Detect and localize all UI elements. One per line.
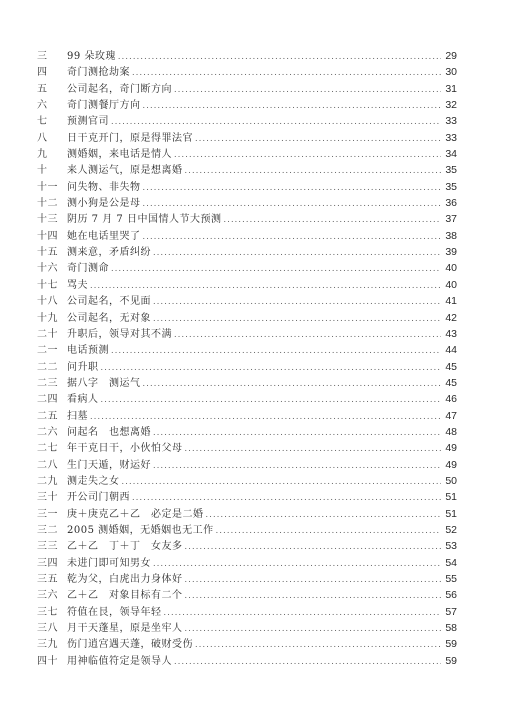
toc-entry-number: 十七 (37, 279, 58, 291)
toc-entry-title: 公司起名，不见面 (67, 296, 151, 308)
toc-entry (37, 277, 457, 293)
toc-entry (37, 293, 457, 309)
toc-entry-page-number: 35 (445, 180, 457, 193)
toc-entry-title: 99 朵玫瑰 (67, 51, 116, 62)
toc-entry-number: 三八 (37, 623, 58, 635)
toc-entry-page-number: 52 (445, 523, 457, 536)
toc-entry-page-number: 30 (445, 66, 457, 79)
toc-entry-number: 三三 (37, 541, 58, 553)
toc-entry-page-number: 56 (445, 589, 457, 602)
toc-entry-title: 据八字 测运气 (67, 377, 141, 389)
dot-leader (195, 131, 441, 147)
toc-entry (37, 538, 457, 554)
dot-leader (153, 556, 441, 572)
dot-leader (111, 261, 441, 277)
dot-leader (153, 425, 441, 441)
toc-entry-number: 二二 (37, 361, 58, 373)
toc-entry-title: 测走失之女 (67, 475, 120, 487)
toc-entry-number: 十 (37, 165, 48, 177)
toc-entry (37, 440, 457, 456)
toc-entry (37, 326, 457, 342)
toc-entry-page-number: 29 (445, 50, 457, 62)
toc-entry-number: 三一 (37, 508, 58, 520)
toc-entry-number: 五 (37, 83, 48, 95)
toc-entry-number: 三二 (37, 524, 58, 536)
toc-entry-page-number: 39 (445, 246, 457, 259)
toc-entry (37, 97, 457, 113)
toc-entry-title: 升职后，领导对其不满 (67, 328, 172, 340)
dot-leader (195, 637, 441, 653)
toc-entry-title: 未进门即可知男女 (67, 557, 151, 569)
toc-entry-number: 二九 (37, 475, 58, 487)
toc-entry-page-number: 51 (445, 507, 457, 520)
toc-entry-number: 十一 (37, 181, 58, 193)
toc-entry (37, 391, 457, 407)
dot-leader (132, 65, 441, 81)
dot-leader (223, 212, 441, 228)
dot-leader (143, 98, 442, 114)
toc-entry-title: 测婚姻，来电话是情人 (67, 149, 172, 161)
toc-entry-page-number: 45 (445, 360, 457, 373)
dot-leader (111, 114, 441, 130)
toc-entry (37, 260, 457, 276)
dot-leader (174, 82, 441, 98)
toc-entry (37, 342, 457, 358)
toc-entry-page-number: 31 (445, 82, 457, 95)
dot-leader (185, 163, 442, 179)
dot-leader (153, 294, 441, 310)
toc-entry-number: 九 (37, 149, 48, 161)
toc-entry-page-number: 35 (445, 164, 457, 177)
toc-entry-title: 测小狗是公是母 (67, 198, 141, 210)
toc-entry-number: 三七 (37, 606, 58, 618)
toc-entry (37, 228, 457, 244)
toc-entry (37, 571, 457, 587)
toc-entry (37, 473, 457, 489)
toc-entry-page-number: 42 (445, 311, 457, 324)
toc-entry-number: 二三 (37, 377, 58, 389)
toc-entry-title: 扫墓 (67, 410, 88, 422)
toc-entry-number: 三九 (37, 639, 58, 651)
toc-entry-page-number: 50 (445, 474, 457, 487)
dot-leader (143, 376, 442, 392)
toc-entry-number: 二八 (37, 459, 58, 471)
toc-entry-page-number: 51 (445, 491, 457, 504)
toc-entry (37, 81, 457, 97)
toc-entry-title: 2005 测婚姻，无婚姻也无工作 (67, 524, 214, 536)
dot-leader (174, 654, 441, 670)
toc-entry-number: 三六 (37, 590, 58, 602)
toc-entry-page-number: 40 (445, 262, 457, 275)
toc-entry-title: 她在电话里哭了 (67, 230, 141, 242)
toc-entry-title: 问升职 (67, 361, 99, 373)
toc-entry-title: 乙＋乙 丁＋丁 女友多 (67, 541, 183, 553)
toc-entry-number: 十二 (37, 198, 58, 210)
dot-leader (143, 196, 442, 212)
toc-entry (37, 195, 457, 211)
toc-entry-number: 二七 (37, 443, 58, 455)
dot-leader (122, 474, 442, 490)
toc-entry (37, 359, 457, 375)
toc-entry-number: 八 (37, 132, 48, 144)
dot-leader (216, 523, 441, 539)
toc-entry (37, 457, 457, 473)
dot-leader (143, 229, 442, 245)
toc-entry-page-number: 38 (445, 229, 457, 242)
toc-entry-page-number: 59 (445, 654, 457, 667)
table-of-contents (37, 48, 457, 669)
toc-entry-number: 三 (37, 51, 48, 62)
toc-entry (37, 48, 457, 64)
toc-entry-title: 符值在艮，领导年轻 (67, 606, 162, 618)
toc-entry-page-number: 33 (445, 131, 457, 144)
dot-leader (164, 605, 442, 621)
toc-entry-page-number: 49 (445, 458, 457, 471)
toc-entry-number: 十五 (37, 247, 58, 259)
toc-entry-title: 来人测运气，原是想离婚 (67, 165, 183, 177)
toc-entry-page-number: 43 (445, 327, 457, 340)
toc-entry-page-number: 48 (445, 425, 457, 438)
toc-entry-number: 二一 (37, 345, 58, 357)
toc-entry-number: 四十 (37, 655, 58, 667)
toc-entry-page-number: 54 (445, 556, 457, 569)
toc-entry (37, 653, 457, 669)
toc-entry-page-number: 53 (445, 540, 457, 553)
toc-entry-number: 二四 (37, 394, 58, 406)
toc-entry-number: 十九 (37, 312, 58, 324)
toc-entry-title: 月干天蓬星，原是坐牢人 (67, 623, 183, 635)
dot-leader (101, 360, 442, 376)
toc-entry-title: 测来意，矛盾纠纷 (67, 247, 151, 259)
toc-entry (37, 604, 457, 620)
toc-entry-title: 奇门测餐厅方向 (67, 100, 141, 112)
toc-entry-number: 七 (37, 116, 48, 128)
toc-entry-page-number: 33 (445, 115, 457, 128)
toc-entry-number: 六 (37, 100, 48, 112)
toc-entry-number: 三四 (37, 557, 58, 569)
toc-entry-page-number: 40 (445, 278, 457, 291)
dot-leader (174, 147, 441, 163)
toc-entry-number: 二五 (37, 410, 58, 422)
toc-entry-title: 问失物、非失物 (67, 181, 141, 193)
toc-entry-page-number: 49 (445, 442, 457, 455)
toc-entry (37, 130, 457, 146)
toc-entry-title: 公司起名，奇门断方向 (67, 83, 172, 95)
dot-leader (101, 392, 442, 408)
dot-leader (185, 539, 442, 555)
toc-entry-page-number: 36 (445, 197, 457, 210)
toc-entry (37, 113, 457, 129)
toc-entry-title: 日干克开门，原是得罪法官 (67, 132, 193, 144)
toc-entry (37, 64, 457, 80)
dot-leader (174, 327, 441, 343)
toc-entry-page-number: 47 (445, 409, 457, 422)
toc-entry-title: 庚＋庚克乙＋乙 必定是二婚 (67, 508, 204, 520)
toc-entry-page-number: 44 (445, 344, 457, 357)
toc-entry (37, 162, 457, 178)
toc-entry-number: 三十 (37, 492, 58, 504)
toc-entry-page-number: 57 (445, 605, 457, 618)
toc-entry-number: 二六 (37, 426, 58, 438)
toc-entry (37, 179, 457, 195)
toc-entry-title: 问起名 也想离婚 (67, 426, 151, 438)
toc-entry (37, 522, 457, 538)
dot-leader (185, 588, 442, 604)
toc-entry-page-number: 45 (445, 376, 457, 389)
toc-entry-title: 奇门测抢劫案 (67, 67, 130, 79)
toc-entry-title: 开公司门朝西 (67, 492, 130, 504)
dot-leader (185, 572, 442, 588)
toc-entry-number: 十六 (37, 263, 58, 275)
toc-entry-title: 用神临值符定是领导人 (67, 655, 172, 667)
toc-entry-title: 阴历 7 月 7 日中国情人节大预测 (67, 214, 222, 226)
toc-entry-page-number: 46 (445, 393, 457, 406)
toc-entry-title: 奇门测命 (67, 263, 109, 275)
toc-entry-title: 生门天遁，财运好 (67, 459, 151, 471)
toc-entry-title: 公司起名，无对象 (67, 312, 151, 324)
dot-leader (111, 343, 441, 359)
toc-entry (37, 587, 457, 603)
dot-leader (143, 180, 442, 196)
dot-leader (185, 441, 442, 457)
toc-entry (37, 489, 457, 505)
toc-entry-number: 二十 (37, 328, 58, 340)
toc-entry (37, 424, 457, 440)
toc-entry (37, 310, 457, 326)
toc-entry (37, 620, 457, 636)
dot-leader (206, 507, 442, 523)
toc-entry (37, 211, 457, 227)
toc-entry-number: 十三 (37, 214, 58, 226)
toc-entry-title: 乙＋乙 对象目标有二个 (67, 590, 183, 602)
toc-entry-title: 年干克日干，小伙怕父母 (67, 443, 183, 455)
toc-entry-page-number: 34 (445, 148, 457, 161)
dot-leader (185, 621, 442, 637)
toc-entry-number: 十四 (37, 230, 58, 242)
toc-entry (37, 375, 457, 391)
toc-entry-title: 骂夫 (67, 279, 88, 291)
toc-entry (37, 506, 457, 522)
toc-entry (37, 636, 457, 652)
toc-entry-page-number: 55 (445, 573, 457, 585)
toc-entry (37, 408, 457, 424)
toc-entry-title: 看病人 (67, 394, 99, 406)
toc-entry-page-number: 32 (445, 99, 457, 112)
toc-entry (37, 244, 457, 260)
dot-leader (118, 49, 441, 65)
toc-entry-page-number: 37 (445, 213, 457, 226)
toc-entry-title: 乾为父，白虎出力身体好 (67, 574, 183, 585)
dot-leader (153, 245, 441, 261)
toc-entry (37, 146, 457, 162)
toc-entry-title: 预测官司 (67, 116, 109, 128)
toc-entry-title: 伤门逍宫遇天蓬，破财受伤 (67, 639, 193, 651)
toc-entry-page-number: 59 (445, 638, 457, 651)
dot-leader (153, 311, 441, 327)
toc-entry-page-number: 41 (445, 295, 457, 308)
dot-leader (90, 278, 441, 294)
dot-leader (153, 458, 441, 474)
dot-leader (90, 409, 441, 425)
toc-entry-page-number: 58 (445, 622, 457, 635)
toc-entry-title: 电话预测 (67, 345, 109, 357)
toc-entry-number: 四 (37, 67, 48, 79)
toc-entry (37, 555, 457, 571)
dot-leader (132, 490, 441, 506)
toc-entry-number: 三五 (37, 574, 58, 585)
toc-entry-number: 十八 (37, 296, 58, 308)
